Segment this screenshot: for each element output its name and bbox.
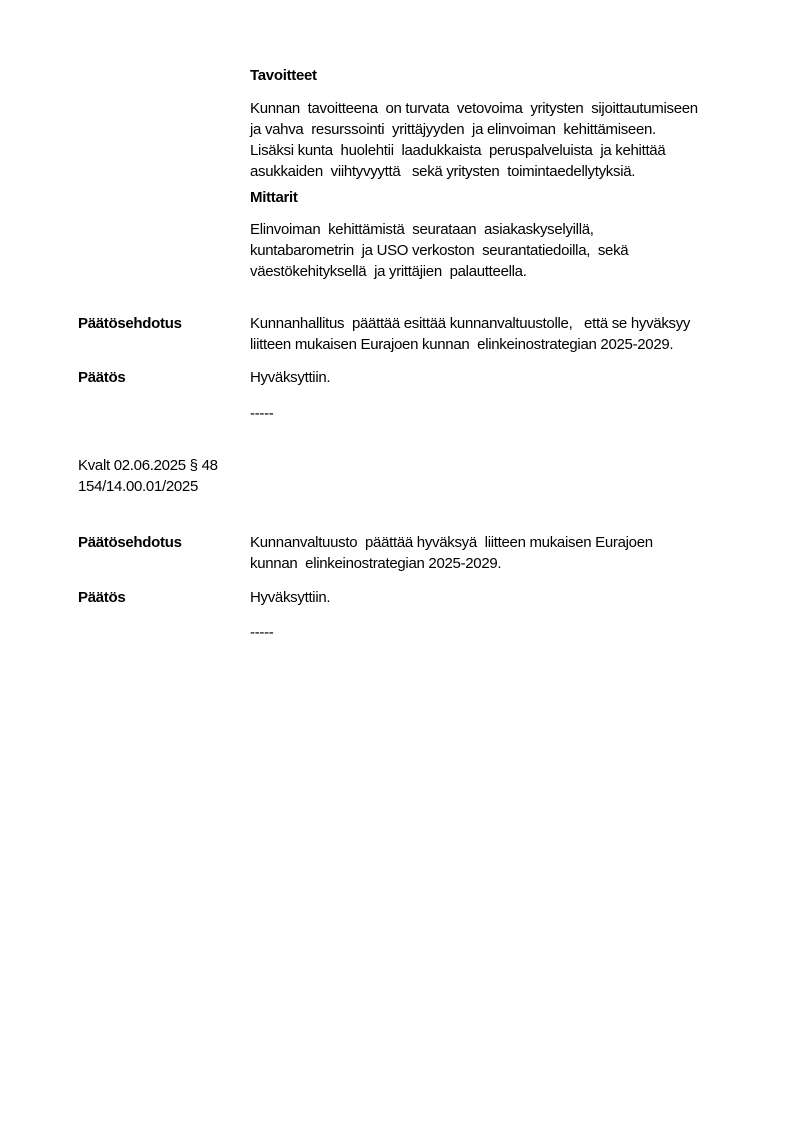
separator-dashes: ----- [250,624,274,641]
decision-proposal-2-text [250,532,653,574]
paragraph-line: kuntabarometrin ja USO verkoston seurantatiedoilla, sekä [250,242,629,259]
paragraph-line: Lisäksi kunta huolehtii laadukkaista peruspalveluista ja kehittää [250,142,666,159]
label-text: Päätösehdotus [78,534,182,551]
decision-2-separator [250,622,273,643]
case-reference [78,455,218,497]
heading-text: Tavoitteet [250,67,317,84]
decision-proposal-2-label [78,532,182,553]
decision-1-separator [250,403,273,424]
decision-2-label [78,587,125,608]
reference-line: 154/14.00.01/2025 [78,478,199,495]
label-text: Päätös [78,589,126,606]
decision-text: Hyväksyttiin. [250,369,331,386]
paragraph-line: ja vahva resurssointi yrittäjyyden ja elinvoiman kehittämiseen. [250,121,656,138]
paragraph-line: kunnan elinkeinostrategian 2025-2029. [250,555,502,572]
label-text: Päätösehdotus [78,315,182,332]
reference-line: Kvalt 02.06.2025 § 48 [78,457,218,474]
paragraph-line: väestökehityksellä ja yrittäjien palautteella. [250,263,527,280]
separator-dashes: ----- [250,405,274,422]
decision-text: Hyväksyttiin. [250,589,331,606]
paragraph-line: Kunnan tavoitteena on turvata vetovoima yritysten sijoittautumiseen [250,100,698,117]
paragraph-line: Elinvoiman kehittämistä seurataan asiakaskyselyillä, [250,221,594,238]
decision-1-text [250,367,330,388]
section-heading-tavoitteet [250,65,317,86]
decision-1-label [78,367,125,388]
label-text: Päätös [78,369,126,386]
mittarit-paragraph [250,219,628,282]
decision-2-text [250,587,330,608]
paragraph-line: liitteen mukaisen Eurajoen kunnan elinkeinostrategian 2025-2029. [250,336,674,353]
decision-proposal-1-text [250,313,690,355]
paragraph-line: asukkaiden viihtyvyyttä sekä yritysten toimintaedellytyksiä. [250,163,636,180]
tavoitteet-paragraph [250,98,698,182]
section-heading-mittarit [250,187,298,208]
heading-text: Mittarit [250,189,298,206]
decision-proposal-1-label [78,313,182,334]
paragraph-line: Kunnanvaltuusto päättää hyväksyä liitteen mukaisen Eurajoen [250,534,653,551]
paragraph-line: Kunnanhallitus päättää esittää kunnanvaltuustolle, että se hyväksyy [250,315,691,332]
